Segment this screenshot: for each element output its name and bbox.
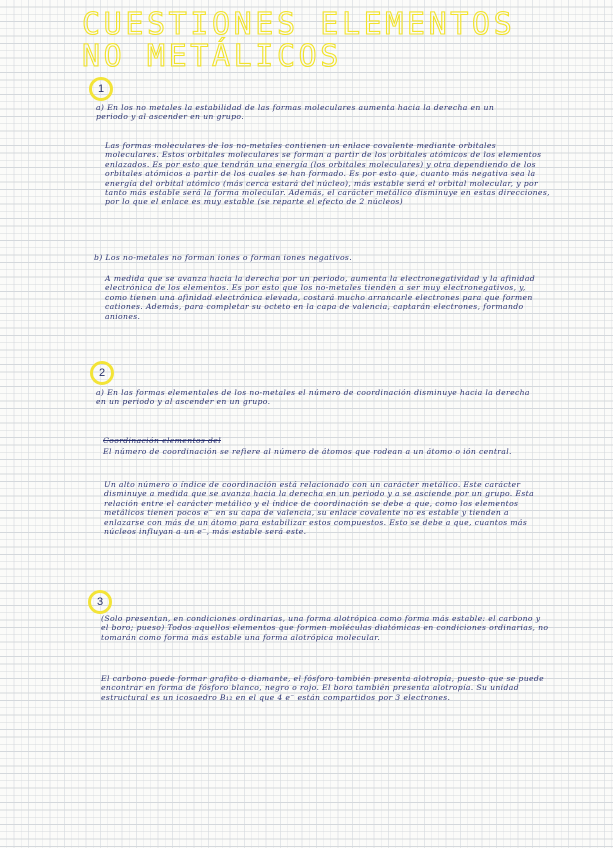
s3-para-1: (Solo presentan, en condiciones ordinarias, una forma alotrópica como forma más estable: el carbono y el boro; pueso) Todos aquellos elementos que formen moléculas diatómicas en condiciones ordinarias, no tomarán como forma más estable una forma alotrópica molecular. <box>101 614 549 642</box>
s1-para-a: a) En los no metales la estabilidad de las formas moleculares aumenta hacia la derecha en un periodo y al ascender en un grupo. <box>96 103 495 122</box>
s2-para-a: a) En las formas elementales de los no-metales el número de coordinación disminuye hacia la derecha en un periodo y al ascender en un grupo. <box>96 388 530 407</box>
s1-para-b-expl: A medida que se avanza hacia la derecha por un periodo, aumenta la electronegatividad y la afinidad electrónica de los elementos. Es por esto que los no-metales tienden a ser muy electronegativos, y, como tienen una afinidad electrónica elevada, costará mucho arrancarle electrones para que formen cationes. Además, para completar su octeto en la capa de valencia, captarán electrones, formando aniones. <box>105 274 536 321</box>
section-2-number: 2 <box>90 361 114 385</box>
s1-para-a-expl: Las formas moleculares de los no-metales contienen un enlace covalente mediante orbitales moleculares. Estos orbitales moleculares se forman a partir de los orbitales atómicos de los elementos enlazados. Es por esto que tendrán una energía (los orbitales moleculares) y otra dependiendo de los orbitales atómicos a partir de los cuales se han formado. Es por esto que, cuanto más negativa sea la energía del orbital atómico (más cerca estará del núcleo), más estable será el orbital molecular, y por tanto más estable será la forma molecular. Además, el carácter metálico disminuye en estas direcciones, por lo que el enlace es muy estable (se reparte el efecto de 2 núcleos) <box>105 141 550 207</box>
s3-para-2: El carbono puede formar grafito o diamante, el fósforo también presenta alotropía, puesto que se puede encontrar en forma de fósforo blanco, negro o rojo. El boro también presenta alotropía. Su unidad estructural es un icosaedro B₁₂ en el que 4 e⁻ están compartidos por 3 electrones. <box>101 674 545 702</box>
section-1-number: 1 <box>89 77 113 101</box>
s2-definition: El número de coordinación se refiere al número de átomos que rodean a un átomo o ión central. <box>103 447 512 456</box>
section-3-number: 3 <box>88 590 112 614</box>
s1-para-b: b) Los no-metales no forman iones o forman iones negativos. <box>94 253 353 262</box>
title-line-2: NO METÁLICOS <box>82 39 342 74</box>
s2-struck-heading: Coordinación elementos del <box>103 436 221 445</box>
s2-explanation: Un alto número o índice de coordinación está relacionado con un carácter metálico. Este carácter disminuye a medida que se avanza hacia la derecha en un periodo y a se asciende por un grupo. Esta relación entre el carácter metálico y el índice de coordinación se debe a que, como los elementos metálicos tienen pocos e⁻ en su capa de valencia, su enlace covalente no es estable y tienden a enlazarse con más de un átomo para estabilizar estos compuestos. Esto se debe a que, cuantos más núcleos influyan a un e⁻, más estable será este. <box>104 480 534 537</box>
title-line-1: CUESTIONES ELEMENTOS <box>82 7 516 42</box>
